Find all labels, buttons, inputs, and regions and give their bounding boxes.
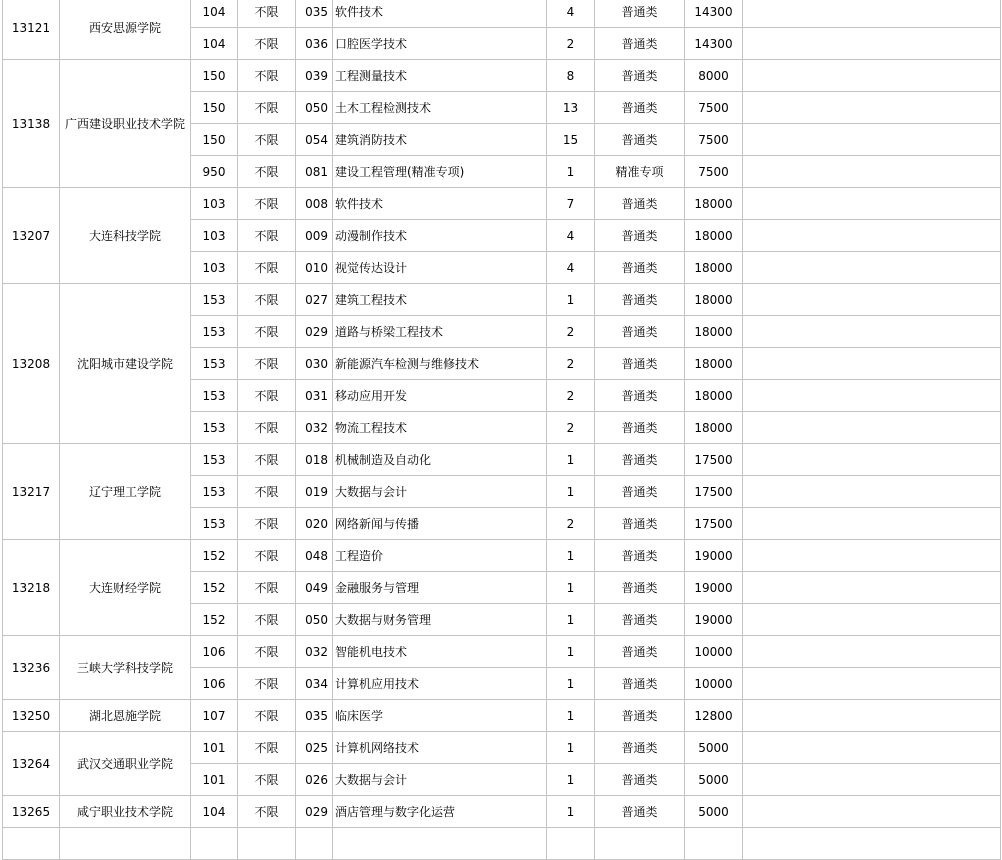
category-cell: 普通类 (595, 508, 685, 540)
major-code-cell: 025 (296, 732, 333, 764)
blank-cell (743, 668, 1001, 700)
major-code-cell: 081 (296, 156, 333, 188)
limit-cell: 不限 (238, 220, 296, 252)
school-name-cell: 广西建设职业技术学院 (60, 60, 191, 188)
major-name-cell: 工程造价 (333, 540, 547, 572)
plan-count-cell: 15 (547, 124, 595, 156)
tuition-cell: 7500 (685, 156, 743, 188)
major-name-cell: 移动应用开发 (333, 380, 547, 412)
plan-count-cell: 2 (547, 316, 595, 348)
tuition-cell: 18000 (685, 252, 743, 284)
major-code-cell: 008 (296, 188, 333, 220)
major-code-cell: 029 (296, 796, 333, 828)
category-cell: 普通类 (595, 60, 685, 92)
school-name-cell: 沈阳城市建设学院 (60, 284, 191, 444)
table-row (3, 700, 1001, 732)
limit-cell: 不限 (238, 540, 296, 572)
batch-code-cell: 153 (191, 348, 238, 380)
limit-cell: 不限 (238, 444, 296, 476)
table-row (3, 732, 1001, 764)
major-name-cell: 动漫制作技术 (333, 220, 547, 252)
batch-code-cell: 153 (191, 476, 238, 508)
major-code-cell: 039 (296, 60, 333, 92)
category-cell: 普通类 (595, 124, 685, 156)
major-name-cell: 工程测量技术 (333, 60, 547, 92)
batch-code-cell: 101 (191, 764, 238, 796)
plan-count-cell: 1 (547, 540, 595, 572)
school-name-cell: 武汉交通职业学院 (60, 732, 191, 796)
category-cell: 普通类 (595, 444, 685, 476)
blank-cell (743, 476, 1001, 508)
blank-cell (743, 540, 1001, 572)
category-cell: 普通类 (595, 92, 685, 124)
tuition-cell: 18000 (685, 284, 743, 316)
major-code-cell: 054 (296, 124, 333, 156)
tuition-cell: 17500 (685, 476, 743, 508)
limit-cell: 不限 (238, 476, 296, 508)
plan-count-cell: 1 (547, 476, 595, 508)
major-code-cell: 035 (296, 0, 333, 28)
major-code-cell: 049 (296, 572, 333, 604)
blank-cell (743, 284, 1001, 316)
batch-code-cell: 950 (191, 156, 238, 188)
tuition-cell: 7500 (685, 124, 743, 156)
limit-cell: 不限 (238, 412, 296, 444)
category-cell: 普通类 (595, 604, 685, 636)
limit-cell: 不限 (238, 796, 296, 828)
batch-code-cell: 153 (191, 380, 238, 412)
major-name-cell: 机械制造及自动化 (333, 444, 547, 476)
tuition-cell: 17500 (685, 444, 743, 476)
plan-count-cell: 1 (547, 668, 595, 700)
limit-cell: 不限 (238, 316, 296, 348)
tuition-cell: 5000 (685, 732, 743, 764)
batch-code-cell: 153 (191, 316, 238, 348)
plan-count-cell: 2 (547, 348, 595, 380)
major-code-cell: 009 (296, 220, 333, 252)
limit-cell: 不限 (238, 348, 296, 380)
category-cell: 普通类 (595, 636, 685, 668)
school-code-cell: 13208 (3, 284, 60, 444)
blank-cell (595, 828, 685, 860)
category-cell: 普通类 (595, 540, 685, 572)
major-code-cell: 032 (296, 636, 333, 668)
category-cell: 普通类 (595, 316, 685, 348)
table-row (3, 60, 1001, 92)
plan-count-cell: 1 (547, 604, 595, 636)
blank-cell (238, 828, 296, 860)
major-code-cell: 048 (296, 540, 333, 572)
batch-code-cell: 153 (191, 508, 238, 540)
blank-cell (743, 220, 1001, 252)
plan-count-cell: 7 (547, 188, 595, 220)
batch-code-cell: 153 (191, 284, 238, 316)
tuition-cell: 14300 (685, 28, 743, 60)
category-cell: 普通类 (595, 380, 685, 412)
tuition-cell: 14300 (685, 0, 743, 28)
major-code-cell: 020 (296, 508, 333, 540)
school-name-cell: 三峡大学科技学院 (60, 636, 191, 700)
plan-count-cell: 2 (547, 28, 595, 60)
major-code-cell: 026 (296, 764, 333, 796)
blank-cell (743, 60, 1001, 92)
major-code-cell: 030 (296, 348, 333, 380)
plan-count-cell: 1 (547, 700, 595, 732)
major-code-cell: 035 (296, 700, 333, 732)
plan-count-cell: 1 (547, 444, 595, 476)
table-row (3, 540, 1001, 572)
tuition-cell: 18000 (685, 188, 743, 220)
limit-cell: 不限 (238, 0, 296, 28)
major-name-cell: 建筑消防技术 (333, 124, 547, 156)
tuition-cell: 19000 (685, 572, 743, 604)
blank-cell (743, 188, 1001, 220)
category-cell: 普通类 (595, 412, 685, 444)
blank-cell (743, 92, 1001, 124)
plan-count-cell: 1 (547, 764, 595, 796)
school-code-cell: 13138 (3, 60, 60, 188)
batch-code-cell: 106 (191, 668, 238, 700)
major-code-cell: 034 (296, 668, 333, 700)
category-cell: 普通类 (595, 668, 685, 700)
major-code-cell: 010 (296, 252, 333, 284)
admission-plan-table (2, 0, 1001, 860)
batch-code-cell: 150 (191, 92, 238, 124)
plan-count-cell: 2 (547, 380, 595, 412)
blank-cell (743, 636, 1001, 668)
major-name-cell: 建设工程管理(精准专项) (333, 156, 547, 188)
major-code-cell: 032 (296, 412, 333, 444)
plan-count-cell: 8 (547, 60, 595, 92)
limit-cell: 不限 (238, 380, 296, 412)
school-name-cell: 大连科技学院 (60, 188, 191, 284)
plan-count-cell: 4 (547, 0, 595, 28)
category-cell: 普通类 (595, 348, 685, 380)
major-name-cell: 软件技术 (333, 0, 547, 28)
major-name-cell: 新能源汽车检测与维修技术 (333, 348, 547, 380)
tuition-cell: 5000 (685, 764, 743, 796)
school-code-cell: 13250 (3, 700, 60, 732)
batch-code-cell: 153 (191, 444, 238, 476)
plan-count-cell: 1 (547, 732, 595, 764)
school-code-cell: 13218 (3, 540, 60, 636)
tuition-cell: 18000 (685, 380, 743, 412)
tuition-cell: 7500 (685, 92, 743, 124)
batch-code-cell: 104 (191, 28, 238, 60)
school-code-cell: 13236 (3, 636, 60, 700)
plan-count-cell: 1 (547, 284, 595, 316)
plan-count-cell: 1 (547, 156, 595, 188)
school-name-cell: 湖北恩施学院 (60, 700, 191, 732)
batch-code-cell: 106 (191, 636, 238, 668)
major-name-cell: 建筑工程技术 (333, 284, 547, 316)
blank-cell (685, 828, 743, 860)
table-row (3, 188, 1001, 220)
plan-count-cell: 13 (547, 92, 595, 124)
batch-code-cell: 103 (191, 188, 238, 220)
school-name-cell: 辽宁理工学院 (60, 444, 191, 540)
tuition-cell: 18000 (685, 348, 743, 380)
plan-count-cell: 4 (547, 220, 595, 252)
blank-cell (333, 828, 547, 860)
major-name-cell: 智能机电技术 (333, 636, 547, 668)
category-cell: 普通类 (595, 252, 685, 284)
plan-count-cell: 1 (547, 636, 595, 668)
limit-cell: 不限 (238, 668, 296, 700)
school-code-cell: 13264 (3, 732, 60, 796)
batch-code-cell: 103 (191, 252, 238, 284)
batch-code-cell: 103 (191, 220, 238, 252)
major-name-cell: 临床医学 (333, 700, 547, 732)
blank-cell (296, 828, 333, 860)
school-code-cell: 13217 (3, 444, 60, 540)
batch-code-cell: 150 (191, 60, 238, 92)
category-cell: 普通类 (595, 28, 685, 60)
major-code-cell: 019 (296, 476, 333, 508)
blank-cell (743, 348, 1001, 380)
table-row (3, 828, 1001, 860)
major-code-cell: 050 (296, 604, 333, 636)
table-row (3, 284, 1001, 316)
batch-code-cell: 107 (191, 700, 238, 732)
major-code-cell: 027 (296, 284, 333, 316)
tuition-cell: 10000 (685, 668, 743, 700)
category-cell: 普通类 (595, 284, 685, 316)
major-code-cell: 029 (296, 316, 333, 348)
blank-cell (60, 828, 191, 860)
major-name-cell: 道路与桥梁工程技术 (333, 316, 547, 348)
batch-code-cell: 104 (191, 0, 238, 28)
table-row (3, 636, 1001, 668)
major-name-cell: 网络新闻与传播 (333, 508, 547, 540)
category-cell: 普通类 (595, 0, 685, 28)
batch-code-cell: 152 (191, 604, 238, 636)
blank-cell (743, 252, 1001, 284)
major-code-cell: 018 (296, 444, 333, 476)
blank-cell (743, 412, 1001, 444)
major-name-cell: 酒店管理与数字化运营 (333, 796, 547, 828)
limit-cell: 不限 (238, 636, 296, 668)
blank-cell (743, 796, 1001, 828)
category-cell: 普通类 (595, 476, 685, 508)
category-cell: 普通类 (595, 796, 685, 828)
limit-cell: 不限 (238, 508, 296, 540)
batch-code-cell: 152 (191, 540, 238, 572)
tuition-cell: 17500 (685, 508, 743, 540)
plan-count-cell: 1 (547, 572, 595, 604)
limit-cell: 不限 (238, 252, 296, 284)
tuition-cell: 19000 (685, 604, 743, 636)
major-name-cell: 金融服务与管理 (333, 572, 547, 604)
category-cell: 精准专项 (595, 156, 685, 188)
tuition-cell: 5000 (685, 796, 743, 828)
school-code-cell: 13121 (3, 0, 60, 60)
blank-cell (743, 0, 1001, 28)
major-name-cell: 软件技术 (333, 188, 547, 220)
tuition-cell: 18000 (685, 220, 743, 252)
batch-code-cell: 150 (191, 124, 238, 156)
batch-code-cell: 152 (191, 572, 238, 604)
batch-code-cell: 101 (191, 732, 238, 764)
tuition-cell: 10000 (685, 636, 743, 668)
blank-cell (743, 444, 1001, 476)
school-name-cell: 咸宁职业技术学院 (60, 796, 191, 828)
tuition-cell: 12800 (685, 700, 743, 732)
major-code-cell: 036 (296, 28, 333, 60)
limit-cell: 不限 (238, 604, 296, 636)
major-code-cell: 031 (296, 380, 333, 412)
major-name-cell: 视觉传达设计 (333, 252, 547, 284)
major-name-cell: 土木工程检测技术 (333, 92, 547, 124)
category-cell: 普通类 (595, 700, 685, 732)
limit-cell: 不限 (238, 28, 296, 60)
limit-cell: 不限 (238, 92, 296, 124)
blank-cell (547, 828, 595, 860)
tuition-cell: 8000 (685, 60, 743, 92)
plan-count-cell: 1 (547, 796, 595, 828)
limit-cell: 不限 (238, 124, 296, 156)
blank-cell (743, 380, 1001, 412)
batch-code-cell: 104 (191, 796, 238, 828)
plan-count-cell: 2 (547, 508, 595, 540)
category-cell: 普通类 (595, 764, 685, 796)
limit-cell: 不限 (238, 732, 296, 764)
limit-cell: 不限 (238, 156, 296, 188)
major-name-cell: 大数据与会计 (333, 764, 547, 796)
tuition-cell: 18000 (685, 316, 743, 348)
blank-cell (743, 124, 1001, 156)
tuition-cell: 19000 (685, 540, 743, 572)
major-name-cell: 大数据与财务管理 (333, 604, 547, 636)
blank-cell (743, 572, 1001, 604)
table-row (3, 796, 1001, 828)
major-code-cell: 050 (296, 92, 333, 124)
category-cell: 普通类 (595, 188, 685, 220)
major-name-cell: 大数据与会计 (333, 476, 547, 508)
plan-count-cell: 4 (547, 252, 595, 284)
major-name-cell: 计算机应用技术 (333, 668, 547, 700)
limit-cell: 不限 (238, 700, 296, 732)
major-name-cell: 口腔医学技术 (333, 28, 547, 60)
table-row (3, 0, 1001, 28)
school-code-cell: 13207 (3, 188, 60, 284)
blank-cell (743, 28, 1001, 60)
blank-cell (3, 828, 60, 860)
limit-cell: 不限 (238, 764, 296, 796)
blank-cell (191, 828, 238, 860)
school-name-cell: 大连财经学院 (60, 540, 191, 636)
school-name-cell: 西安思源学院 (60, 0, 191, 60)
major-name-cell: 计算机网络技术 (333, 732, 547, 764)
category-cell: 普通类 (595, 220, 685, 252)
school-code-cell: 13265 (3, 796, 60, 828)
major-name-cell: 物流工程技术 (333, 412, 547, 444)
blank-cell (743, 700, 1001, 732)
table-body (3, 0, 1001, 860)
blank-cell (743, 604, 1001, 636)
blank-cell (743, 828, 1001, 860)
plan-count-cell: 2 (547, 412, 595, 444)
table-row (3, 444, 1001, 476)
limit-cell: 不限 (238, 572, 296, 604)
blank-cell (743, 156, 1001, 188)
category-cell: 普通类 (595, 572, 685, 604)
limit-cell: 不限 (238, 60, 296, 92)
tuition-cell: 18000 (685, 412, 743, 444)
blank-cell (743, 508, 1001, 540)
blank-cell (743, 764, 1001, 796)
category-cell: 普通类 (595, 732, 685, 764)
limit-cell: 不限 (238, 188, 296, 220)
limit-cell: 不限 (238, 284, 296, 316)
blank-cell (743, 316, 1001, 348)
blank-cell (743, 732, 1001, 764)
batch-code-cell: 153 (191, 412, 238, 444)
